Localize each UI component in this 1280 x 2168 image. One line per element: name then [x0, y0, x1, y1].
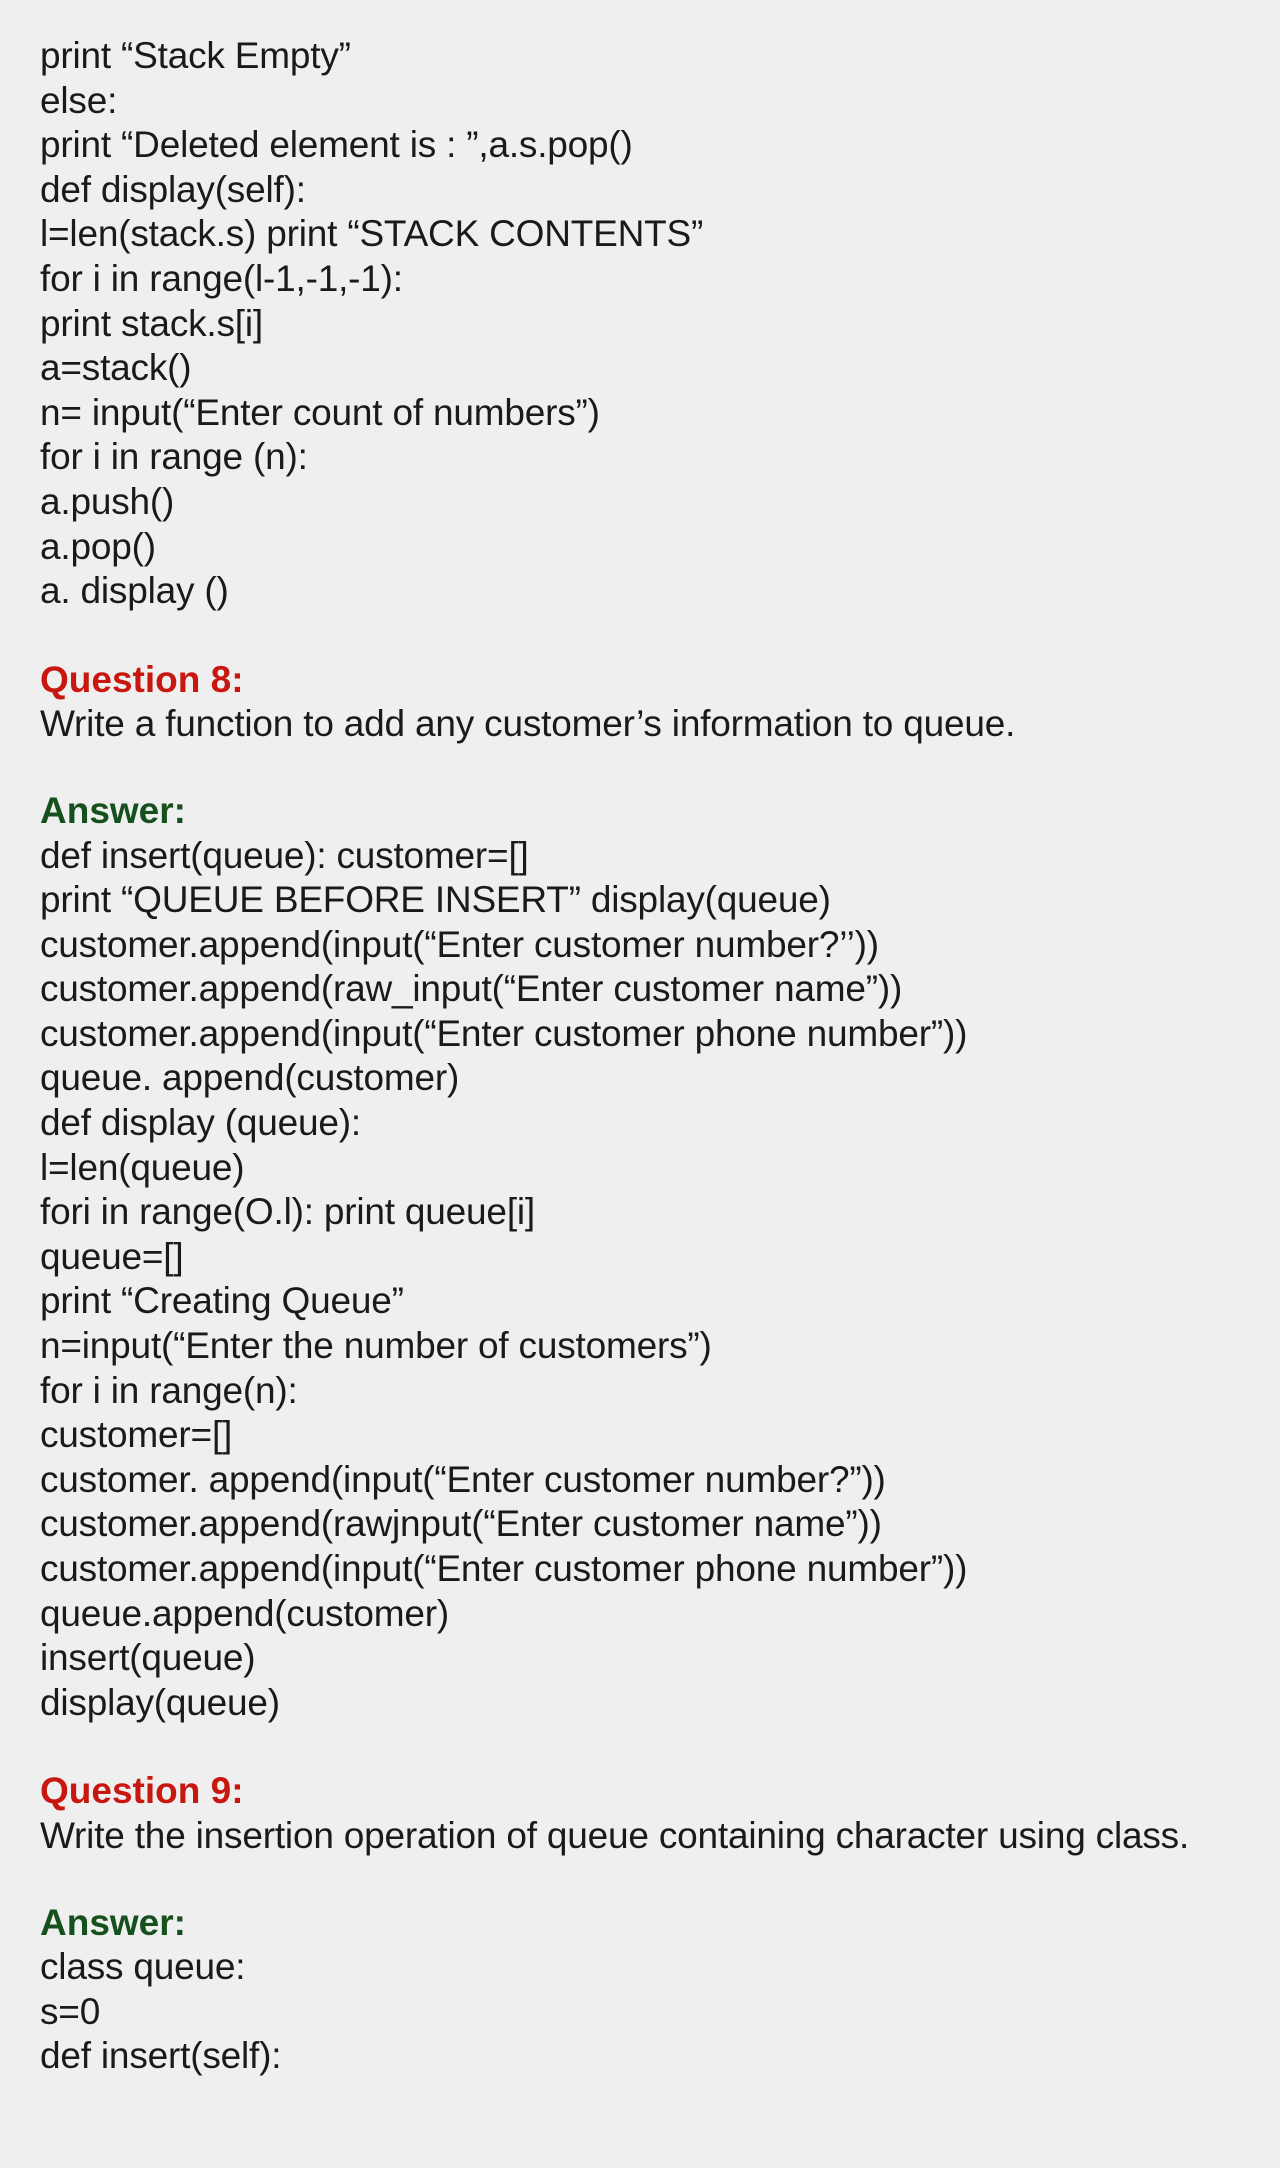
- answer-8-heading: Answer:: [40, 789, 186, 831]
- code-line: customer.append(rawjnput(“Enter customer name”)): [40, 1503, 882, 1545]
- spacer: [40, 614, 1280, 658]
- code-line: print “Deleted element is : ”,a.s.pop(): [40, 124, 633, 166]
- code-line: for i in range(n):: [40, 1369, 298, 1411]
- code-line: n=input(“Enter the number of customers”): [40, 1325, 712, 1367]
- answer-9-heading: Answer:: [40, 1901, 186, 1943]
- spacer: [40, 747, 1280, 789]
- code-line: print stack.s[i]: [40, 302, 263, 344]
- code-line: customer. append(input(“Enter customer number?”)): [40, 1458, 886, 1500]
- code-line: a.push(): [40, 480, 175, 522]
- code-line: for i in range (n):: [40, 436, 308, 478]
- code-line: def display(self):: [40, 168, 306, 210]
- spacer: [40, 1725, 1280, 1769]
- code-line: queue. append(customer): [40, 1057, 460, 1099]
- code-line: a.pop(): [40, 525, 156, 567]
- code-line: def insert(self):: [40, 2035, 282, 2077]
- code-line: l=len(stack.s) print “STACK CONTENTS”: [40, 213, 704, 255]
- code-line: l=len(queue): [40, 1146, 245, 1188]
- code-line: customer=[]: [40, 1414, 233, 1456]
- code-line: display(queue): [40, 1681, 280, 1723]
- code-line: print “Creating Queue”: [40, 1280, 404, 1322]
- code-line: print “QUEUE BEFORE INSERT” display(queue): [40, 879, 831, 921]
- code-line: customer.append(input(“Enter customer phone number”)): [40, 1548, 968, 1589]
- code-line: queue.append(customer): [40, 1592, 450, 1634]
- code-line: customer.append(input(“Enter customer number?’’)): [40, 923, 879, 965]
- code-line: customer.append(raw_input(“Enter customer name”)): [40, 968, 903, 1010]
- answer-8-section: [40, 789, 1280, 1725]
- code-block-top: [40, 34, 1280, 614]
- code-line: def display (queue):: [40, 1102, 361, 1144]
- code-line: else:: [40, 79, 118, 121]
- code-line: def insert(queue): customer=[]: [40, 834, 529, 876]
- question-9-text: Write the insertion operation of queue containing character using class.: [40, 1814, 1190, 1856]
- code-line: print “Stack Empty”: [40, 35, 351, 76]
- code-line: insert(queue): [40, 1637, 256, 1679]
- question-8-section: [40, 658, 1280, 747]
- code-line: customer.append(input(“Enter customer phone number”)): [40, 1012, 968, 1054]
- code-line: class queue:: [40, 1946, 246, 1988]
- question-9-section: [40, 1769, 1280, 1858]
- code-line: n= input(“Enter count of numbers”): [40, 391, 600, 433]
- spacer: [40, 1859, 1280, 1901]
- code-line: queue=[]: [40, 1235, 184, 1277]
- question-8-heading: Question 8:: [40, 658, 244, 700]
- code-line: fori in range(O.l): print queue[i]: [40, 1191, 535, 1233]
- question-9-heading: Question 9:: [40, 1770, 244, 1812]
- code-line: s=0: [40, 1990, 101, 2032]
- code-line: a. display (): [40, 570, 229, 612]
- answer-9-section: [40, 1901, 1280, 2079]
- code-line: a=stack(): [40, 347, 192, 389]
- code-line: for i in range(l-1,-1,-1):: [40, 257, 403, 299]
- question-8-text: Write a function to add any customer’s information to queue.: [40, 703, 1016, 745]
